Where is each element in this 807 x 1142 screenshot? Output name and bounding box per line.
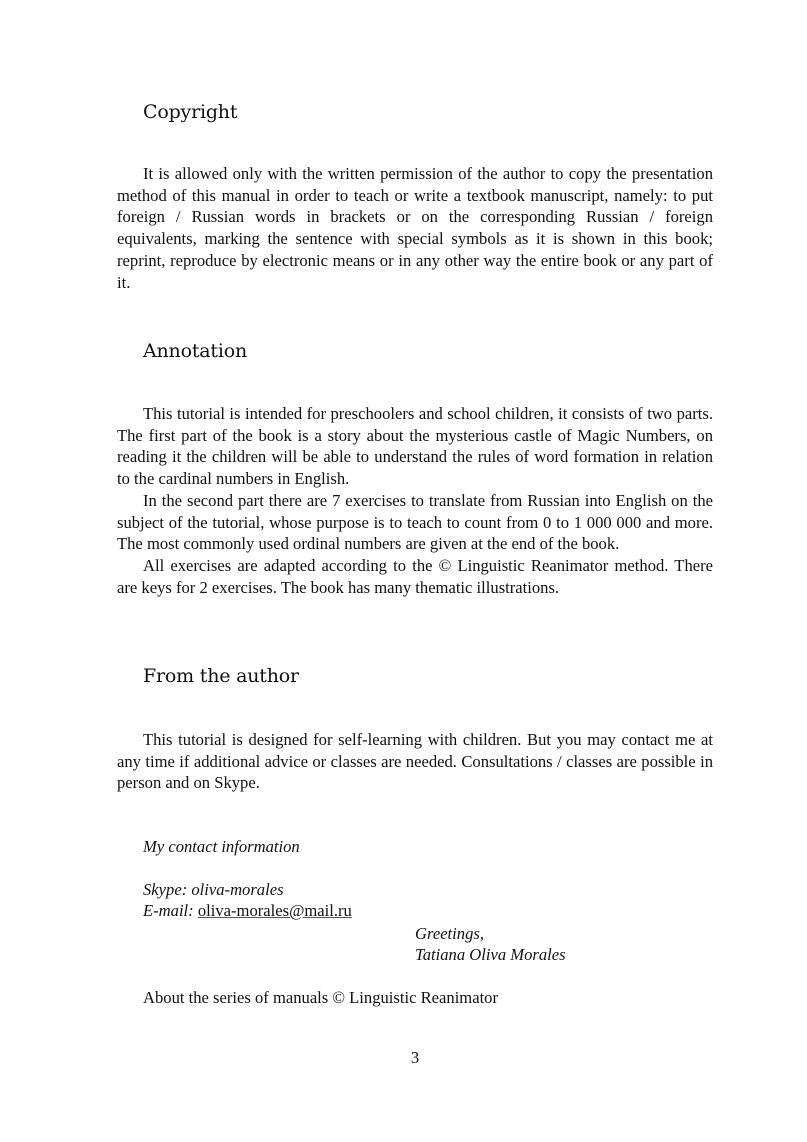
heading-copyright: Copyright — [143, 101, 238, 123]
email-link[interactable]: oliva-morales@mail.ru — [197, 901, 352, 920]
copyright-paragraph: It is allowed only with the written permission of the author to copy the presentation method of this manual in order to teach or write a textbook manuscript, namely: to put foreign / Russian words in brackets or on the corresponding Russian / foreign equivalents, marking the sentence with special symbols as it is shown in this book; reprint, reproduce by electronic means or in any other way the entire book or any part of it. — [117, 164, 713, 292]
greeting: Greetings, — [415, 924, 484, 943]
annotation-paragraph-1: This tutorial is intended for preschoolers and school children, it consists of two parts. The first part of the book is a story about the mysterious castle of Magic Numbers, on reading it the children will be able to understand the rules of word formation in relation to the cardinal numbers in English. — [117, 404, 713, 489]
skype-contact: Skype: oliva-morales — [143, 880, 284, 899]
annotation-paragraph-2: In the second part there are 7 exercises to translate from Russian into English on the subject of the tutorial, whose purpose is to teach to count from 0 to 1 000 000 and more. The most commonly used ordinal numbers are given at the end of the book. — [117, 490, 713, 554]
annotation-paragraph-3: All exercises are adapted according to the © Linguistic Reanimator method. There are keys for 2 exercises. The book has many thematic illustrations. — [117, 555, 713, 597]
from-author-body — [117, 729, 713, 794]
email-label: E-mail: — [143, 901, 198, 920]
page-number: 3 — [410, 1048, 420, 1067]
contact-title: My contact information — [143, 837, 300, 856]
heading-from-author: From the author — [143, 665, 299, 687]
email-contact — [143, 901, 352, 921]
from-author-paragraph: This tutorial is designed for self-learning with children. But you may contact me at any time if additional advice or classes are needed. Consultations / classes are possible in person and on Skype. — [117, 730, 713, 793]
copyright-body — [117, 163, 713, 293]
heading-annotation: Annotation — [143, 340, 247, 362]
annotation-body — [117, 403, 713, 598]
signature: Tatiana Oliva Morales — [415, 945, 566, 964]
series-note: About the series of manuals © Linguistic Reanimator — [143, 988, 499, 1007]
